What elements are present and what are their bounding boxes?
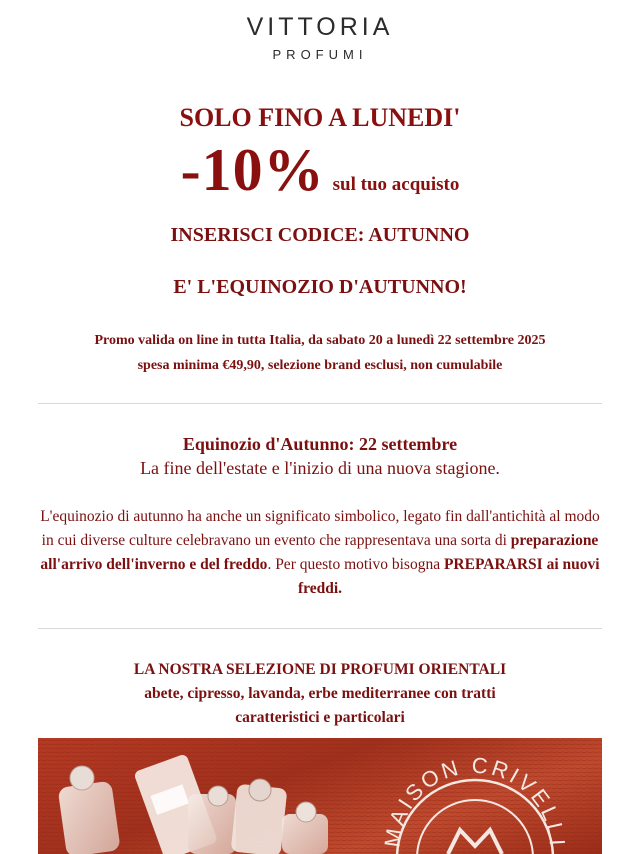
divider (38, 403, 602, 404)
promo-terms-line1: Promo valida on line in tutta Italia, da sabato 20 a lunedì 22 settembre 2025 (94, 333, 546, 348)
brand-name: VITTORIA (246, 13, 394, 41)
discount-percent: -10% (180, 137, 325, 203)
paragraph-bold-2: PREPARARSI ai nuovi freddi. (297, 556, 600, 597)
promo-terms (0, 328, 640, 378)
brand-sub: PROFUMI (272, 47, 368, 62)
equinox-subtitle: La fine dell'estate e l'inizio di una nuova stagione. (140, 458, 500, 478)
hero-banner-image[interactable] (38, 738, 602, 854)
divider (38, 628, 602, 629)
selection-line2: abete, cipresso, lavanda, erbe mediterranee con tratti (144, 685, 496, 702)
selection-heading (0, 658, 640, 730)
equinox-title: Equinozio d'Autunno: 22 settembre (182, 434, 458, 454)
promo-headline: SOLO FINO A LUNEDI' (179, 103, 461, 132)
perfume-bottles-illustration (38, 738, 602, 854)
paragraph-text-2: . Per questo motivo bisogna (267, 556, 444, 573)
promo-code: INSERISCI CODICE: AUTUNNO (170, 224, 470, 246)
selection-line1: LA NOSTRA SELEZIONE DI PROFUMI ORIENTALI (133, 661, 507, 678)
bottle (231, 779, 288, 854)
brand-logo[interactable] (0, 12, 640, 63)
selection-line3: caratteristici e particolari (235, 709, 405, 726)
equinox-paragraph (40, 505, 600, 601)
occasion-title: E' L'EQUINOZIO D'AUTUNNO! (173, 276, 467, 298)
discount-line (0, 138, 640, 218)
promo-terms-line2: spesa minima €49,90, selezione brand esclusi, non cumulabile (137, 358, 503, 373)
paragraph-text-1: L'equinozio di autunno ha anche un significato simbolico, legato fin dall'antichità al modo in cui diverse culture celebravano un evento che rappresentava una sorta di (40, 508, 600, 549)
seal-text: MAISON CRIVELLI (379, 752, 571, 849)
bottle (188, 786, 236, 854)
discount-suffix: sul tuo acquisto (332, 174, 460, 195)
paragraph-bold-1: preparazione all'arrivo dell'inverno e del freddo (40, 532, 599, 573)
